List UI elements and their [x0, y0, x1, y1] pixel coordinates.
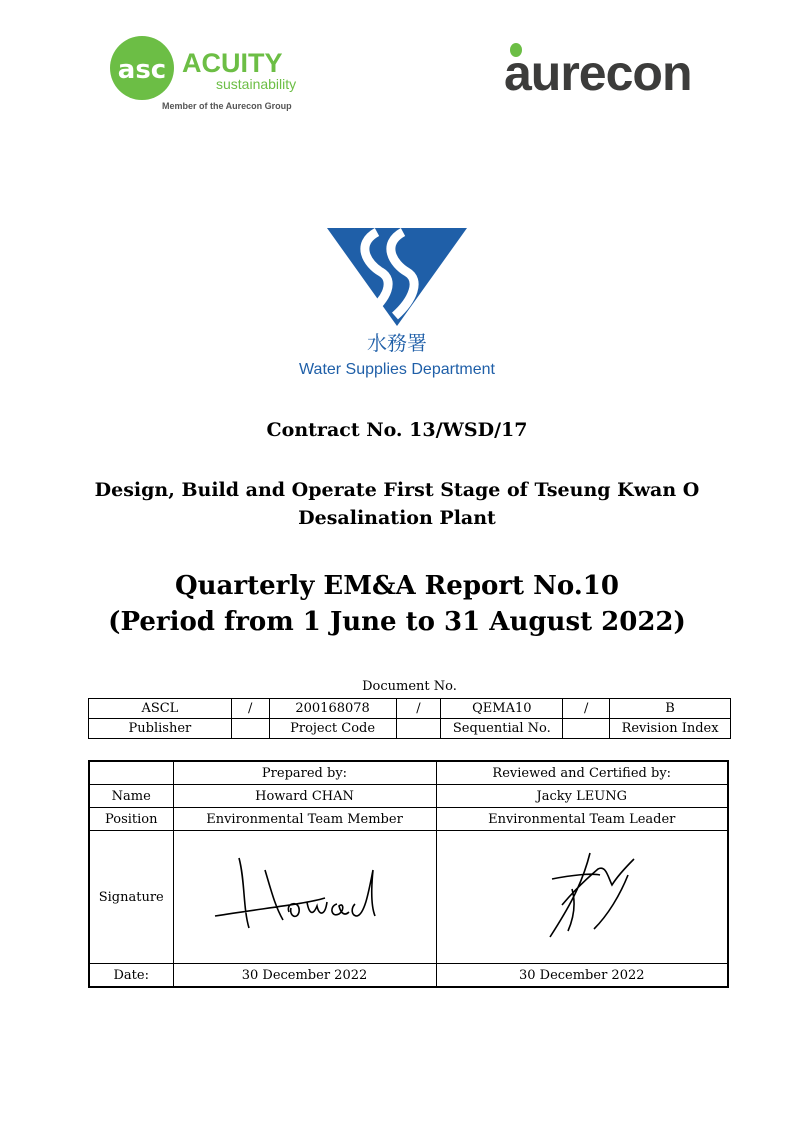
document-number-captions-row	[89, 719, 731, 739]
svg-text:Water Supplies Department: Water Supplies Department	[299, 361, 495, 378]
aurecon-logo	[502, 42, 722, 96]
position-row	[89, 808, 728, 831]
revision-index-caption: Revision Index	[610, 719, 731, 739]
signature-row	[89, 831, 728, 964]
date-row	[89, 964, 728, 988]
svg-text:asc: asc	[117, 55, 167, 85]
sequential-no-caption: Sequential No.	[441, 719, 563, 739]
blank-header	[89, 761, 173, 785]
project-title-line-1: Design, Build and Operate First Stage of Tseung Kwan O	[94, 479, 700, 501]
date-label: Date:	[89, 964, 173, 988]
preparer-date: 30 December 2022	[173, 964, 436, 988]
approval-header-row	[89, 761, 728, 785]
document-number-values-row	[89, 699, 731, 719]
preparer-position: Environmental Team Member	[173, 808, 436, 831]
sequential-no-value: QEMA10	[441, 699, 563, 719]
project-code-caption: Project Code	[269, 719, 396, 739]
svg-text:sustainability: sustainability	[216, 76, 297, 92]
handwritten-signature-jacky	[502, 845, 662, 945]
reviewer-position: Environmental Team Leader	[436, 808, 728, 831]
report-title-line-1: Quarterly EM&A Report No.10	[175, 571, 619, 601]
blank-cell	[563, 719, 610, 739]
reviewed-by-header: Reviewed and Certified by:	[436, 761, 728, 785]
name-label: Name	[89, 785, 173, 808]
approval-table	[88, 760, 729, 988]
blank-cell	[396, 719, 441, 739]
preparer-signature	[173, 831, 436, 964]
separator: /	[231, 699, 269, 719]
report-title	[0, 568, 794, 640]
contract-number: Contract No. 13/WSD/17	[266, 419, 528, 441]
publisher-caption: Publisher	[89, 719, 232, 739]
publisher-value: ASCL	[89, 699, 232, 719]
reviewer-signature	[436, 831, 728, 964]
signature-label: Signature	[89, 831, 173, 964]
reviewer-name: Jacky LEUNG	[436, 785, 728, 808]
acuity-sustainability-logo	[108, 34, 308, 114]
svg-text:Member of the Aurecon Group: Member of the Aurecon Group	[162, 101, 292, 111]
revision-index-value: B	[610, 699, 731, 719]
position-label: Position	[89, 808, 173, 831]
separator: /	[563, 699, 610, 719]
prepared-by-header: Prepared by:	[173, 761, 436, 785]
reviewer-date: 30 December 2022	[436, 964, 728, 988]
svg-text:aurecon: aurecon	[504, 45, 692, 96]
svg-text:水務署: 水務署	[367, 331, 427, 355]
blank-cell	[231, 719, 269, 739]
name-row	[89, 785, 728, 808]
separator: /	[396, 699, 441, 719]
project-title	[0, 476, 794, 532]
document-number-table	[88, 698, 731, 739]
report-title-line-2: (Period from 1 June to 31 August 2022)	[108, 607, 686, 637]
svg-text:ACUITY: ACUITY	[182, 48, 283, 78]
preparer-name: Howard CHAN	[173, 785, 436, 808]
water-supplies-department-logo	[285, 226, 509, 378]
handwritten-signature-howard	[205, 850, 405, 940]
project-code-value: 200168078	[269, 699, 396, 719]
project-title-line-2: Desalination Plant	[298, 507, 496, 529]
document-number-label: Document No.	[362, 679, 457, 694]
